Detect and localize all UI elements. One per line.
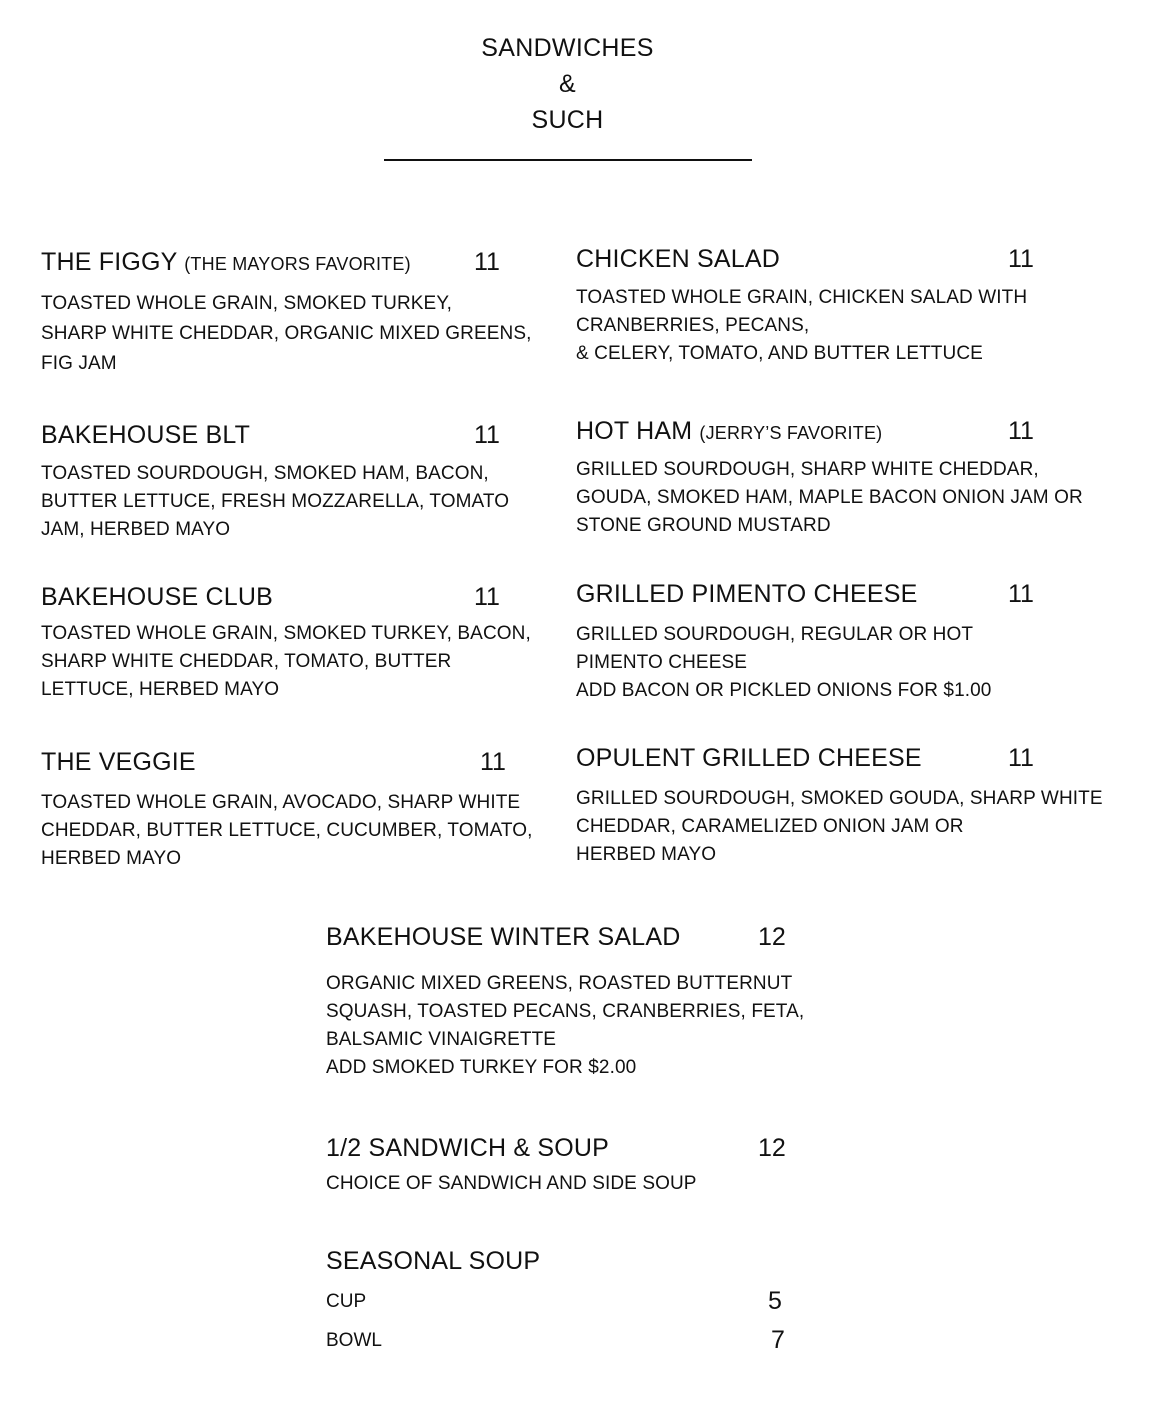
item-description	[41, 620, 531, 704]
item-name	[576, 244, 780, 274]
description-line: ORGANIC MIXED GREENS, ROASTED BUTTERNUT	[326, 973, 793, 994]
item-name	[41, 747, 196, 777]
item-name-text: 1/2 SANDWICH & SOUP	[326, 1134, 610, 1162]
item-price: 11	[480, 748, 506, 776]
item-name-text: OPULENT GRILLED CHEESE	[576, 744, 922, 772]
description-line: TOASTED WHOLE GRAIN, CHICKEN SALAD WITH	[576, 287, 1028, 308]
item-name-text: BAKEHOUSE WINTER SALAD	[326, 923, 681, 951]
description-line: GRILLED SOURDOUGH, SHARP WHITE CHEDDAR,	[576, 459, 1039, 480]
item-description	[41, 460, 509, 544]
item-name	[326, 1133, 609, 1163]
item-name-text: BAKEHOUSE CLUB	[41, 583, 274, 611]
description-line: BALSAMIC VINAIGRETTE	[326, 1029, 557, 1050]
description-line: SHARP WHITE CHEDDAR, ORGANIC MIXED GREENS,	[41, 323, 532, 344]
item-name	[41, 582, 273, 612]
item-price: 11	[1008, 245, 1034, 273]
description-line: STONE GROUND MUSTARD	[576, 515, 831, 536]
item-description	[326, 970, 804, 1082]
description-line: GRILLED SOURDOUGH, SMOKED GOUDA, SHARP WHITE	[576, 788, 1103, 809]
item-name-text: BAKEHOUSE BLT	[41, 421, 251, 449]
item-name	[41, 247, 411, 279]
item-name	[326, 1246, 540, 1276]
item-name-text: GRILLED PIMENTO CHEESE	[576, 580, 918, 608]
item-name	[576, 743, 922, 773]
menu-title	[0, 30, 1135, 138]
description-line: CRANBERRIES, PECANS,	[576, 315, 810, 336]
menu-title-line: SUCH	[531, 106, 604, 134]
menu-title-line: &	[559, 70, 576, 98]
soup-option-bowl: BOWL	[326, 1330, 382, 1351]
item-name-text: THE VEGGIE	[41, 748, 196, 776]
description-line: GRILLED SOURDOUGH, REGULAR OR HOT	[576, 624, 974, 645]
description-line: TOASTED SOURDOUGH, SMOKED HAM, BACON,	[41, 463, 489, 484]
description-line: & CELERY, TOMATO, AND BUTTER LETTUCE	[576, 343, 983, 364]
description-line: LETTUCE, HERBED MAYO	[41, 679, 280, 700]
item-note: (JERRY’S FAVORITE)	[699, 423, 883, 443]
item-name-text: SEASONAL SOUP	[326, 1247, 541, 1275]
item-description	[41, 789, 533, 873]
item-price: 11	[474, 248, 500, 276]
description-line: BUTTER LETTUCE, FRESH MOZZARELLA, TOMATO	[41, 491, 510, 512]
description-line: HERBED MAYO	[41, 848, 182, 869]
item-name	[326, 922, 680, 952]
item-price: 12	[758, 923, 786, 951]
description-line: SQUASH, TOASTED PECANS, CRANBERRIES, FETA,	[326, 1001, 805, 1022]
description-line: CHEDDAR, CARAMELIZED ONION JAM OR	[576, 816, 964, 837]
item-price: 11	[474, 583, 500, 611]
item-note: (THE MAYORS FAVORITE)	[184, 254, 411, 274]
description-line: CHEDDAR, BUTTER LETTUCE, CUCUMBER, TOMATO,	[41, 820, 533, 841]
description-line: TOASTED WHOLE GRAIN, AVOCADO, SHARP WHITE	[41, 792, 521, 813]
title-divider	[384, 159, 752, 161]
soup-option-cup: CUP	[326, 1291, 367, 1312]
item-description	[41, 289, 532, 379]
description-line: GOUDA, SMOKED HAM, MAPLE BACON ONION JAM OR	[576, 487, 1083, 508]
description-line: SHARP WHITE CHEDDAR, TOMATO, BUTTER	[41, 651, 452, 672]
item-description	[576, 456, 1083, 540]
description-line: HERBED MAYO	[576, 844, 717, 865]
description-line: PIMENTO CHEESE	[576, 652, 748, 673]
description-line: TOASTED WHOLE GRAIN, SMOKED TURKEY, BACON,	[41, 623, 531, 644]
menu-title-line: SANDWICHES	[481, 34, 654, 62]
item-price: 12	[758, 1134, 786, 1162]
description-line: CHOICE OF SANDWICH AND SIDE SOUP	[326, 1173, 697, 1194]
soup-option-price: 7	[771, 1326, 785, 1354]
item-name-text: HOT HAM	[576, 417, 693, 445]
item-name	[576, 579, 918, 609]
item-price: 11	[1008, 580, 1034, 608]
item-price: 11	[1008, 417, 1034, 445]
description-line: ADD BACON OR PICKLED ONIONS FOR $1.00	[576, 680, 992, 701]
item-description	[576, 785, 1103, 869]
item-name-text: CHICKEN SALAD	[576, 245, 781, 273]
description-line: TOASTED WHOLE GRAIN, SMOKED TURKEY,	[41, 293, 453, 314]
description-line: JAM, HERBED MAYO	[41, 519, 231, 540]
item-description	[576, 621, 991, 705]
item-name-text: THE FIGGY	[41, 248, 178, 276]
item-price: 11	[474, 421, 500, 449]
item-description	[326, 1170, 697, 1198]
item-description	[576, 284, 1027, 368]
item-name	[41, 420, 250, 450]
item-name	[576, 416, 882, 448]
description-line: ADD SMOKED TURKEY FOR $2.00	[326, 1057, 637, 1078]
description-line: FIG JAM	[41, 353, 117, 374]
item-price: 11	[1008, 744, 1034, 772]
soup-option-price: 5	[768, 1287, 782, 1315]
